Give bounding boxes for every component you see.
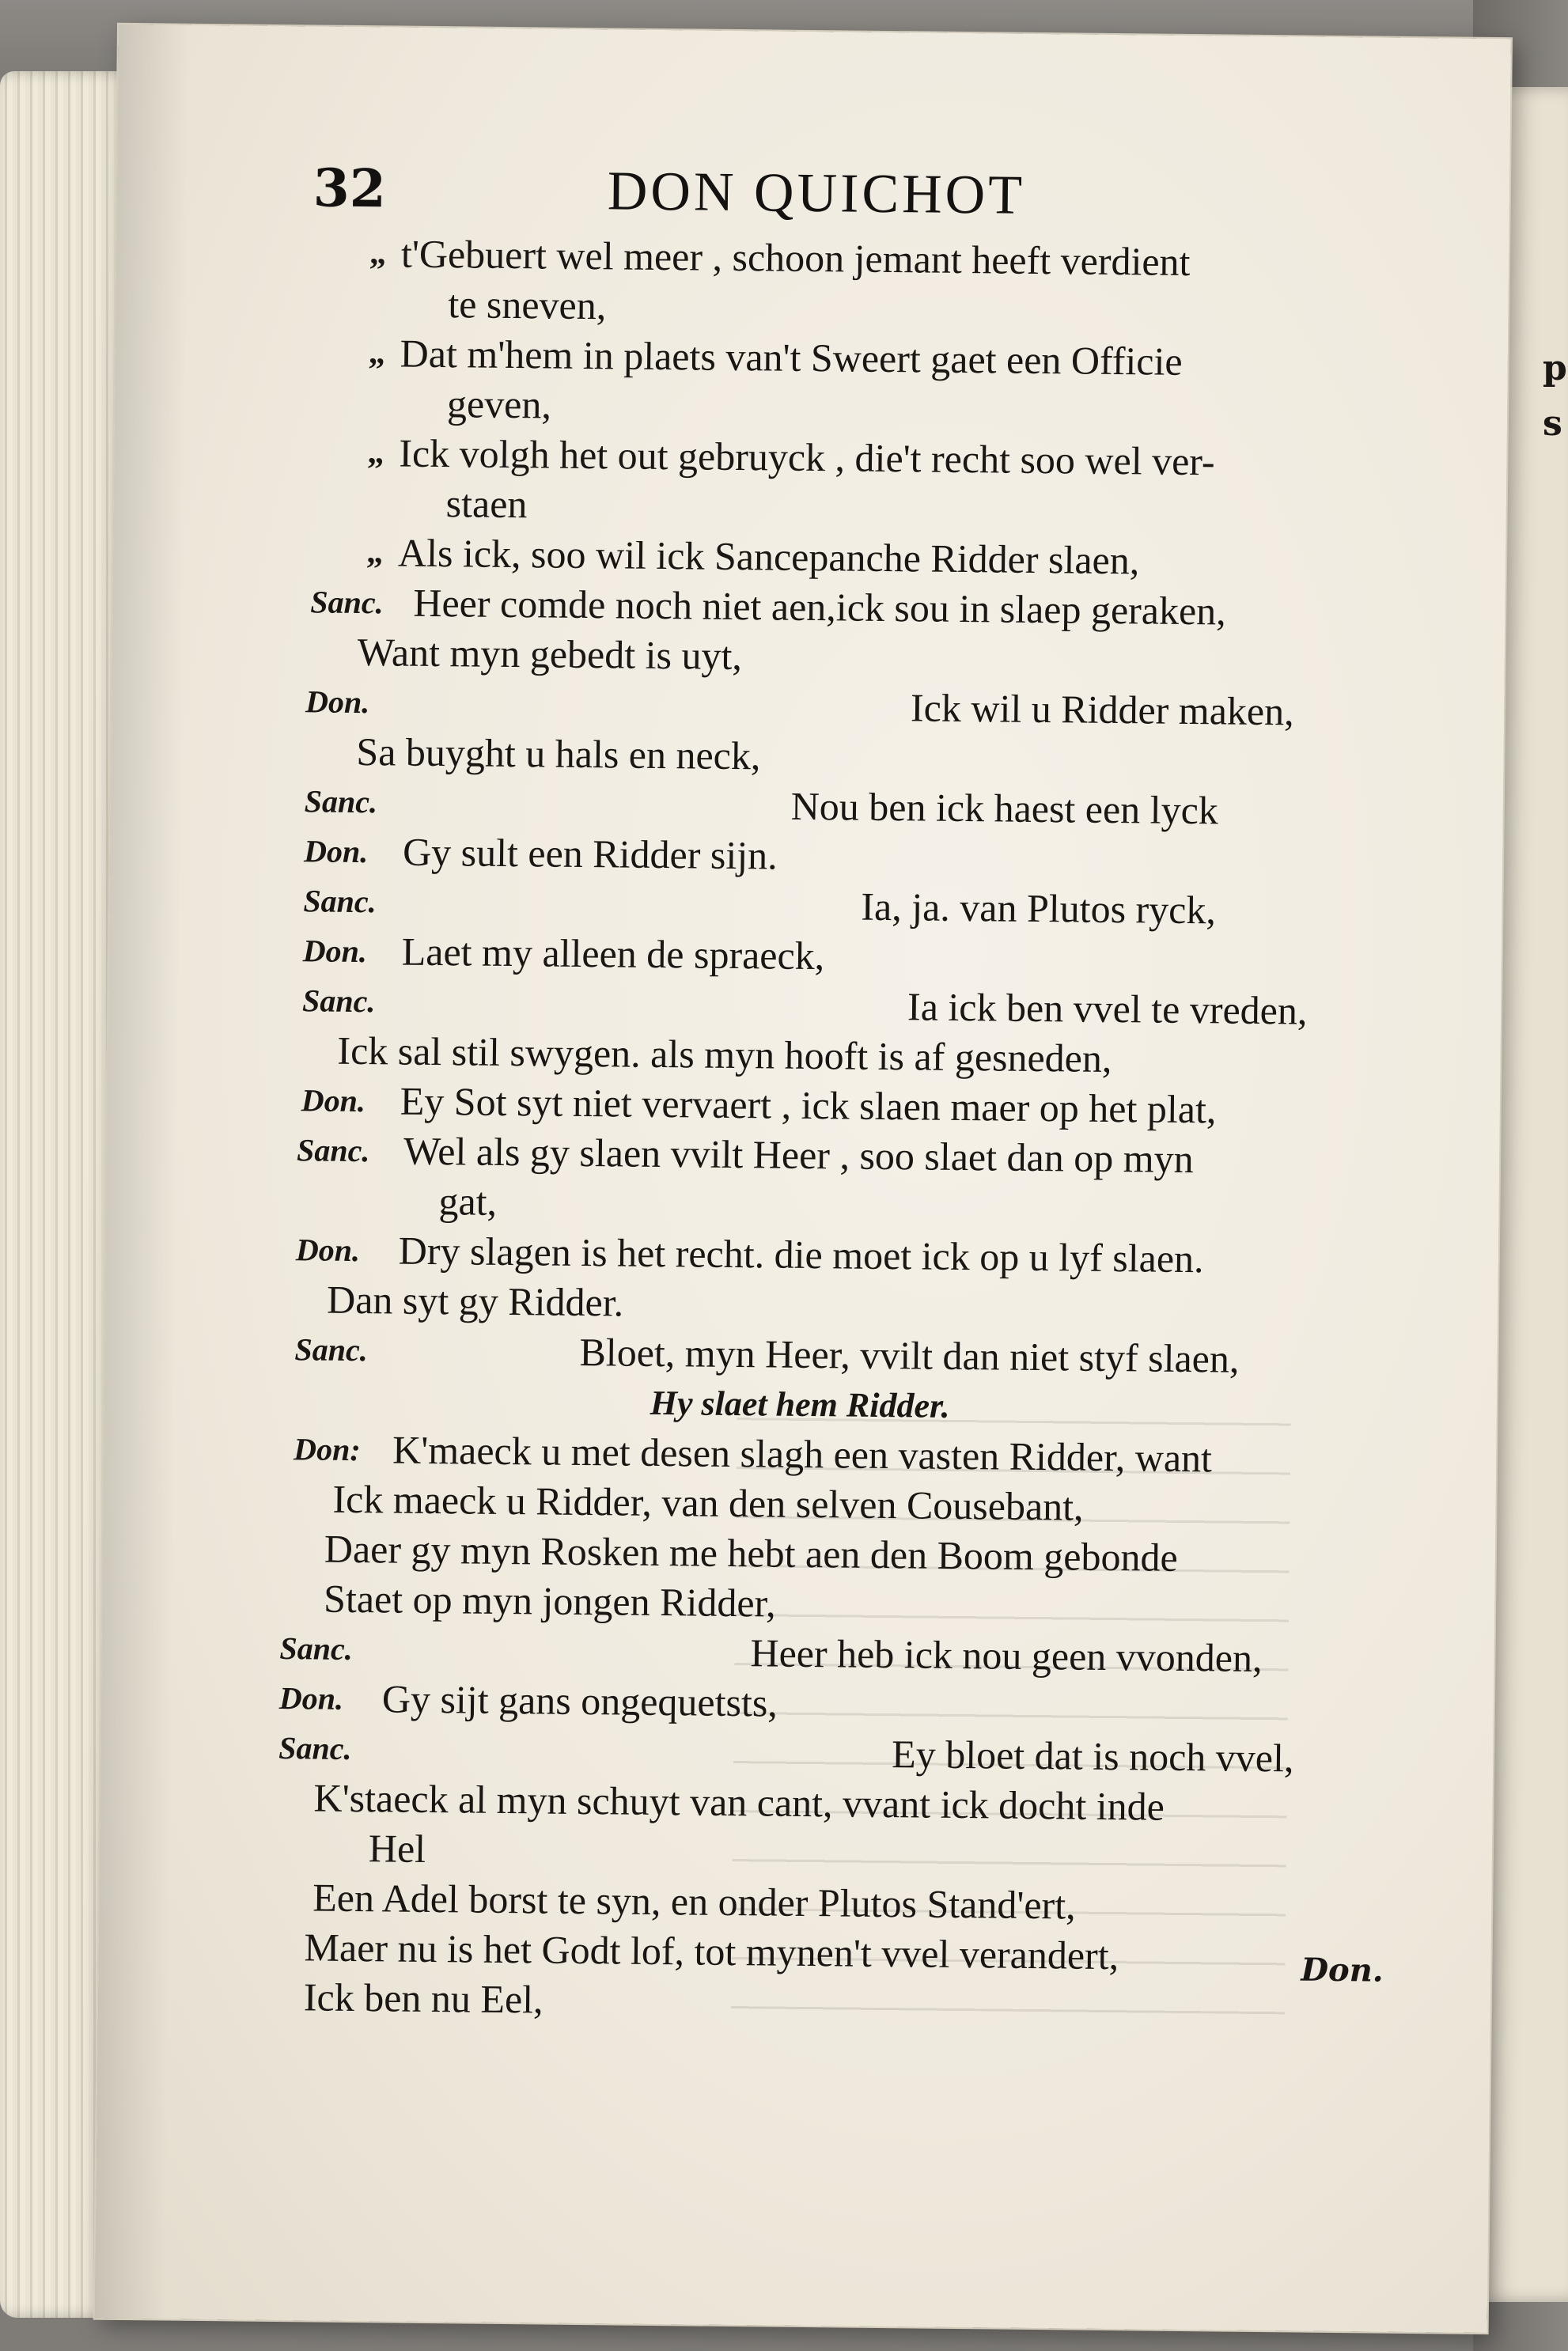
line-text: Ey bloet dat is noch vvel, <box>891 1732 1294 1781</box>
line-text: Ick wil u Ridder maken, <box>910 685 1294 734</box>
line-text: Sa buyght u hals en neck, <box>356 729 761 778</box>
speaker-label: Sanc. <box>294 1331 369 1369</box>
line-text: t'Gebuert wel meer , schoon jemant heeft verdient <box>400 231 1191 284</box>
quote-mark: „ <box>367 434 384 471</box>
page-number: 32 <box>312 157 387 220</box>
line-text: Ick ben nu Eel, <box>303 1974 543 2022</box>
line-text: geven, <box>446 381 552 427</box>
line-text: Heer heb ick nou geen vvonden, <box>750 1630 1263 1681</box>
line-text: Als ick, soo wil ick Sancepanche Ridder slaen, <box>397 530 1140 583</box>
stage-direction: Hy slaet hem Ridder. <box>650 1383 950 1425</box>
speaker-label: Sanc. <box>301 982 376 1020</box>
line-text: Daer gy myn Rosken me hebt aen den Boom gebonde <box>324 1526 1179 1580</box>
line-text: Ey Sot syt niet vervaert , ick slaen maer op het plat, <box>400 1078 1217 1132</box>
quote-mark: „ <box>365 534 384 571</box>
line-text: Staet op myn jongen Ridder, <box>323 1576 777 1626</box>
speaker-label: Sanc. <box>304 783 378 820</box>
line-text: Want myn gebedt is uyt, <box>357 629 743 679</box>
speaker-label: Sanc. <box>278 1730 352 1766</box>
speaker-label: Don. <box>305 683 370 721</box>
catchword: Don. <box>1301 1951 1384 1989</box>
line-text: K'staeck al myn schuyt van cant, vvant ick docht inde <box>313 1775 1165 1829</box>
speaker-label: Sanc. <box>310 584 384 621</box>
speaker-label: Don: <box>293 1431 361 1468</box>
speaker-label: Sanc. <box>296 1132 370 1169</box>
speaker-label: Don. <box>301 1082 366 1119</box>
line-text: te sneven, <box>448 282 607 328</box>
facing-page-fragment: s <box>1543 403 1562 444</box>
speaker-label: Sanc. <box>303 883 377 920</box>
line-text: Hel <box>368 1826 426 1871</box>
speaker-label: Sanc. <box>279 1630 354 1667</box>
line-text: Ick maeck u Ridder, van den selven Cousebant, <box>332 1476 1084 1529</box>
quote-mark: „ <box>368 335 385 372</box>
line-text: Nou ben ick haest een lyck <box>790 783 1219 833</box>
speaker-label: Don. <box>295 1232 361 1269</box>
line-text: Wel als gy slaen vvilt Heer , soo slaet dan op myn <box>403 1128 1194 1182</box>
line-text: Heer comde noch niet aen,ick sou in slaep geraken, <box>413 580 1227 634</box>
line-text: Ick sal stil swygen. als myn hooft is af gesneden, <box>337 1028 1112 1081</box>
line-text: Laet my alleen de spraeck, <box>401 929 825 979</box>
quote-mark: „ <box>369 235 387 272</box>
line-text: Gy sijt gans ongequetsts, <box>381 1676 778 1725</box>
book-page <box>95 25 1511 2333</box>
line-text: K'maeck u met desen slagh een vasten Ridder, want <box>392 1427 1213 1481</box>
line-text: staen <box>445 481 528 527</box>
line-text: Ia ick ben vvel te vreden, <box>907 984 1308 1033</box>
line-text: gat, <box>438 1179 498 1224</box>
speaker-label: Don. <box>303 833 369 870</box>
line-text: Ick volgh het out gebruyck , die't recht soo wel ver- <box>399 430 1215 484</box>
speaker-label: Don. <box>302 933 368 970</box>
line-text: Dat m'hem in plaets van't Sweert gaet een Officie <box>400 331 1183 384</box>
page-text <box>98 226 1509 2035</box>
line-text: Dan syt gy Ridder. <box>326 1277 624 1325</box>
facing-page-fragment: p <box>1543 348 1567 388</box>
line-text: Maer nu is het Godt lof, tot mynen't vvel verandert, <box>304 1925 1119 1978</box>
line-text: Gy sult een Ridder sijn. <box>402 829 778 878</box>
line-text: Bloet, myn Heer, vvilt dan niet styf slaen, <box>579 1329 1240 1381</box>
line-text: Een Adel borst te syn, en onder Plutos Stand'ert, <box>312 1875 1076 1928</box>
running-title: DON QUICHOT <box>607 161 1026 226</box>
speaker-label: Don. <box>278 1680 344 1717</box>
line-text: Ia, ja. van Plutos ryck, <box>861 884 1217 933</box>
line-text: Dry slagen is het recht. die moet ick op u lyf slaen. <box>398 1228 1204 1282</box>
